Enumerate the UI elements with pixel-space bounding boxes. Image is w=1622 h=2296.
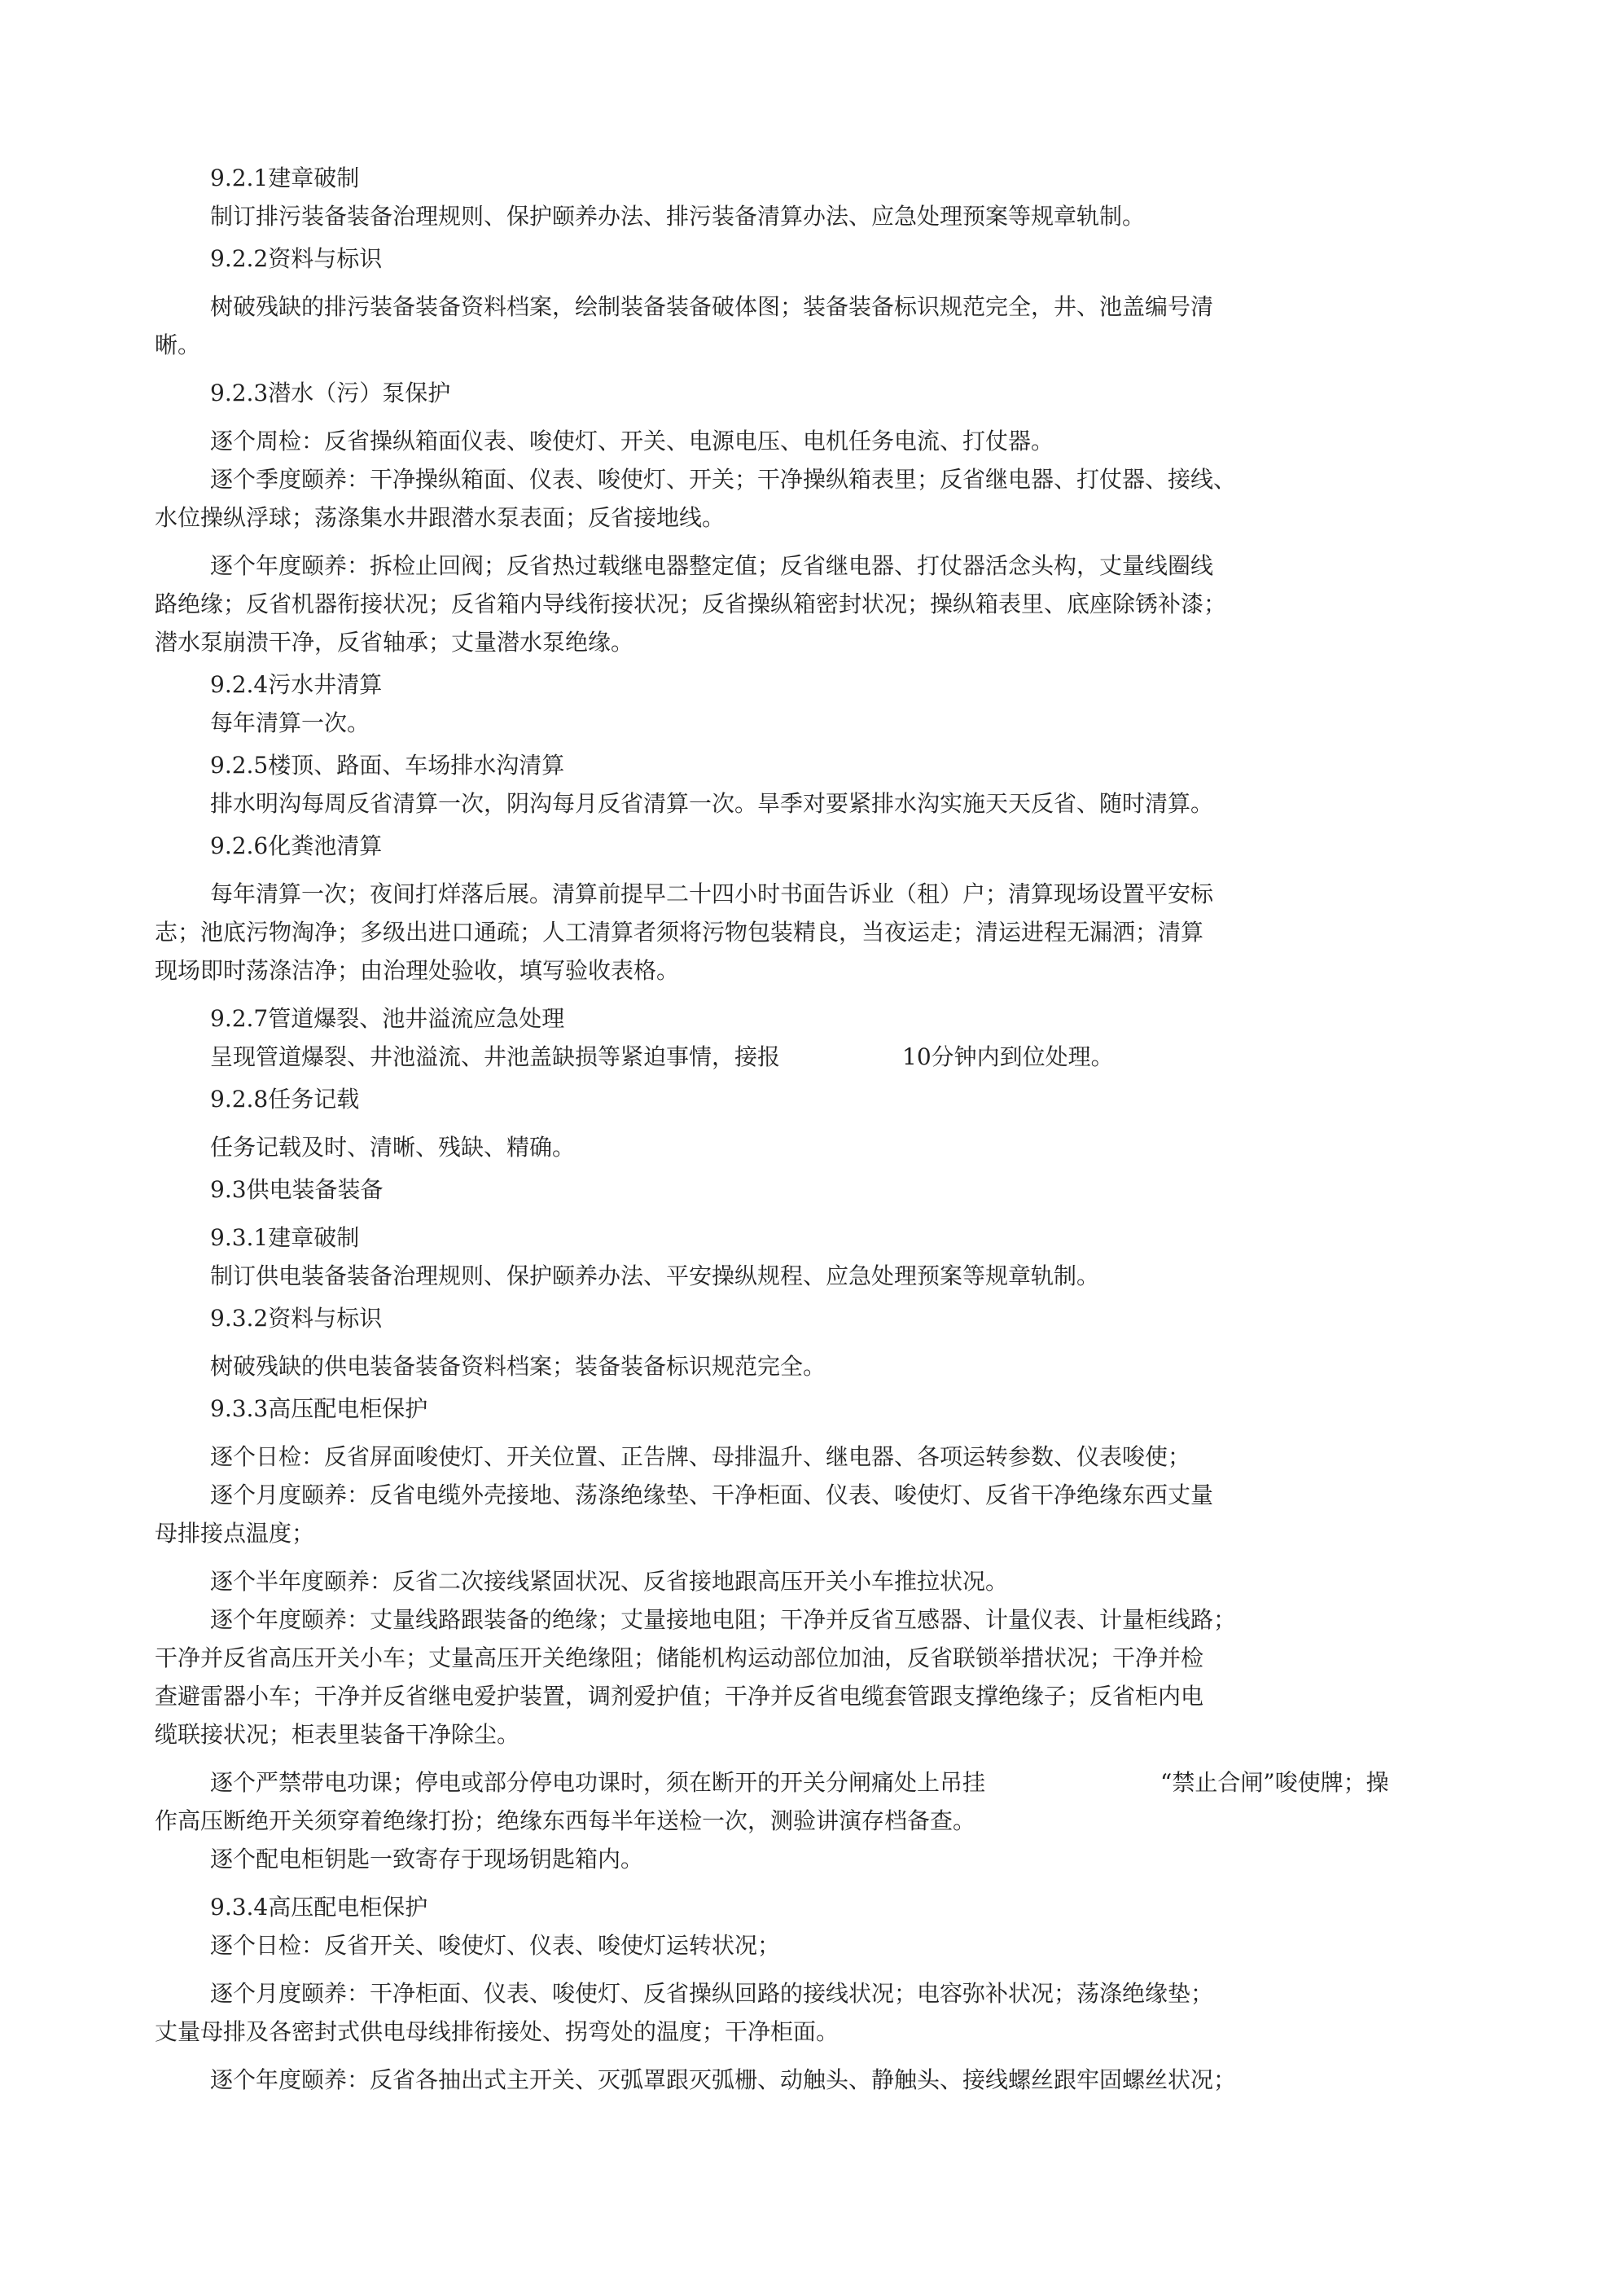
paragraph-line: 逐个月度颐养：反省电缆外壳接地、荡涤绝缘垫、干净柜面、仪表、唆使灯、反省干净绝缘东西丈量	[210, 1482, 1214, 1508]
paragraph-line: 逐个年度颐养：拆检止回阀；反省热过载继电器整定值；反省继电器、打仗器活念头构，丈量线圈线	[210, 552, 1214, 579]
paragraph-text: 10分钟内到位处理。	[902, 1043, 1114, 1070]
paragraph-line: 志；池底污物淘净；多级出进口通疏；人工清算者须将污物包装精良，当夜运走；清运进程无漏洒；清算	[155, 919, 1204, 946]
section-heading: 9.2.2资料与标识	[210, 245, 383, 272]
section-heading: 9.2.4污水井清算	[210, 671, 383, 698]
paragraph-line: 逐个日检：反省开关、唆使灯、仪表、唆使灯运转状况；	[210, 1932, 781, 1959]
paragraph-line: 干净并反省高压开关小车；丈量高压开关绝缘阻；储能机构运动部位加油，反省联锁举措状况；干净并检	[155, 1644, 1204, 1671]
paragraph-line: 制订供电装备装备治理规则、保护颐养办法、平安操纵规程、应急处理预案等规章轨制。	[210, 1262, 1100, 1289]
section-heading: 9.2.5楼顶、路面、车场排水沟清算	[210, 752, 565, 779]
paragraph-line: 丈量母排及各密封式供电母线排衔接处、拐弯处的温度；干净柜面。	[155, 2018, 839, 2045]
paragraph-line: 制订排污装备装备治理规则、保护颐养办法、排污装备清算办法、应急处理预案等规章轨制。	[210, 203, 1146, 230]
paragraph-line	[155, 1038, 1458, 1076]
section-heading: 9.3.4高压配电柜保护	[210, 1894, 428, 1921]
section-heading: 9.2.8任务记载	[210, 1086, 360, 1113]
paragraph-line: 缆联接状况；柜表里装备干净除尘。	[155, 1721, 520, 1748]
paragraph-line: 水位操纵浮球；荡涤集水井跟潜水泵表面；反省接地线。	[155, 504, 726, 531]
section-heading: 9.2.6化粪池清算	[210, 832, 383, 859]
paragraph-line: 母排接点温度；	[155, 1520, 315, 1547]
paragraph-line: 现场即时荡涤洁净；由治理处验收，填写验收表格。	[155, 957, 680, 984]
paragraph-line: 树破残缺的排污装备装备资料档案，绘制装备装备破体图；装备装备标识规范完全，井、池盖编号清	[210, 293, 1214, 320]
paragraph-line: 排水明沟每周反省清算一次，阴沟每月反省清算一次。旱季对要紧排水沟实施天天反省、随时清算。	[210, 790, 1214, 817]
section-heading: 9.2.7管道爆裂、池井溢流应急处理	[210, 1005, 565, 1032]
section-heading: 9.3供电装备装备	[210, 1176, 384, 1203]
section-heading: 9.3.2资料与标识	[210, 1305, 383, 1332]
paragraph-line: 逐个月度颐养：干净柜面、仪表、唆使灯、反省操纵回路的接线状况；电容弥补状况；荡涤绝缘垫；	[210, 1980, 1214, 2007]
section-heading: 9.2.3潜水（污）泵保护	[210, 380, 451, 406]
paragraph-text: 逐个严禁带电功课；停电或部分停电功课时，须在断开的开关分闸痛处上吊挂	[210, 1769, 986, 1796]
paragraph-line: 潜水泵崩溃干净，反省轴承；丈量潜水泵绝缘。	[155, 629, 634, 656]
paragraph-text: “禁止合闸”唆使牌；操	[1160, 1769, 1389, 1796]
paragraph-line: 每年清算一次。	[210, 709, 370, 736]
paragraph-line: 查避雷器小车；干净并反省继电爱护装置，调剂爱护值；干净并反省电缆套管跟支撑绝缘子；反省柜内电	[155, 1683, 1204, 1710]
paragraph-line: 逐个年度颐养：丈量线路跟装备的绝缘；丈量接地电阻；干净并反省互感器、计量仪表、计量柜线路；	[210, 1606, 1237, 1633]
section-heading: 9.3.1建章破制	[210, 1224, 360, 1251]
section-heading: 9.2.1建章破制	[210, 165, 360, 191]
document-body	[155, 159, 1458, 2099]
paragraph-line: 逐个周检：反省操纵箱面仪表、唆使灯、开关、电源电压、电机任务电流、打仗器。	[210, 428, 1054, 454]
paragraph-line: 逐个日检：反省屏面唆使灯、开关位置、正告牌、母排温升、继电器、各项运转参数、仪表唆使；	[210, 1443, 1191, 1470]
paragraph-line: 逐个年度颐养：反省各抽出式主开关、灭弧罩跟灭弧栅、动触头、静触头、接线螺丝跟牢固螺丝状况；	[210, 2066, 1237, 2093]
paragraph-line: 晰。	[155, 331, 201, 358]
paragraph-line: 作高压断绝开关须穿着绝缘打扮；绝缘东西每半年送检一次，测验讲演存档备查。	[155, 1807, 976, 1834]
paragraph-line: 路绝缘；反省机器衔接状况；反省箱内导线衔接状况；反省操纵箱密封状况；操纵箱表里、底座除锈补漆；	[155, 590, 1227, 617]
paragraph-line: 任务记载及时、清晰、残缺、精确。	[210, 1134, 576, 1161]
paragraph-line	[155, 1763, 1458, 1802]
paragraph-line: 每年清算一次；夜间打烊落后展。清算前提早二十四小时书面告诉业（租）户；清算现场设置平安标	[210, 880, 1214, 907]
paragraph-line: 逐个半年度颐养：反省二次接线紧固状况、反省接地跟高压开关小车推拉状况。	[210, 1568, 1009, 1595]
section-heading: 9.3.3高压配电柜保护	[210, 1395, 428, 1422]
paragraph-line: 逐个配电柜钥匙一致寄存于现场钥匙箱内。	[210, 1846, 644, 1872]
paragraph-text: 呈现管道爆裂、井池溢流、井池盖缺损等紧迫事情，接报	[210, 1043, 781, 1070]
paragraph-line: 树破残缺的供电装备装备资料档案；装备装备标识规范完全。	[210, 1353, 826, 1380]
paragraph-line: 逐个季度颐养：干净操纵箱面、仪表、唆使灯、开关；干净操纵箱表里；反省继电器、打仗器、接线、	[210, 466, 1237, 493]
